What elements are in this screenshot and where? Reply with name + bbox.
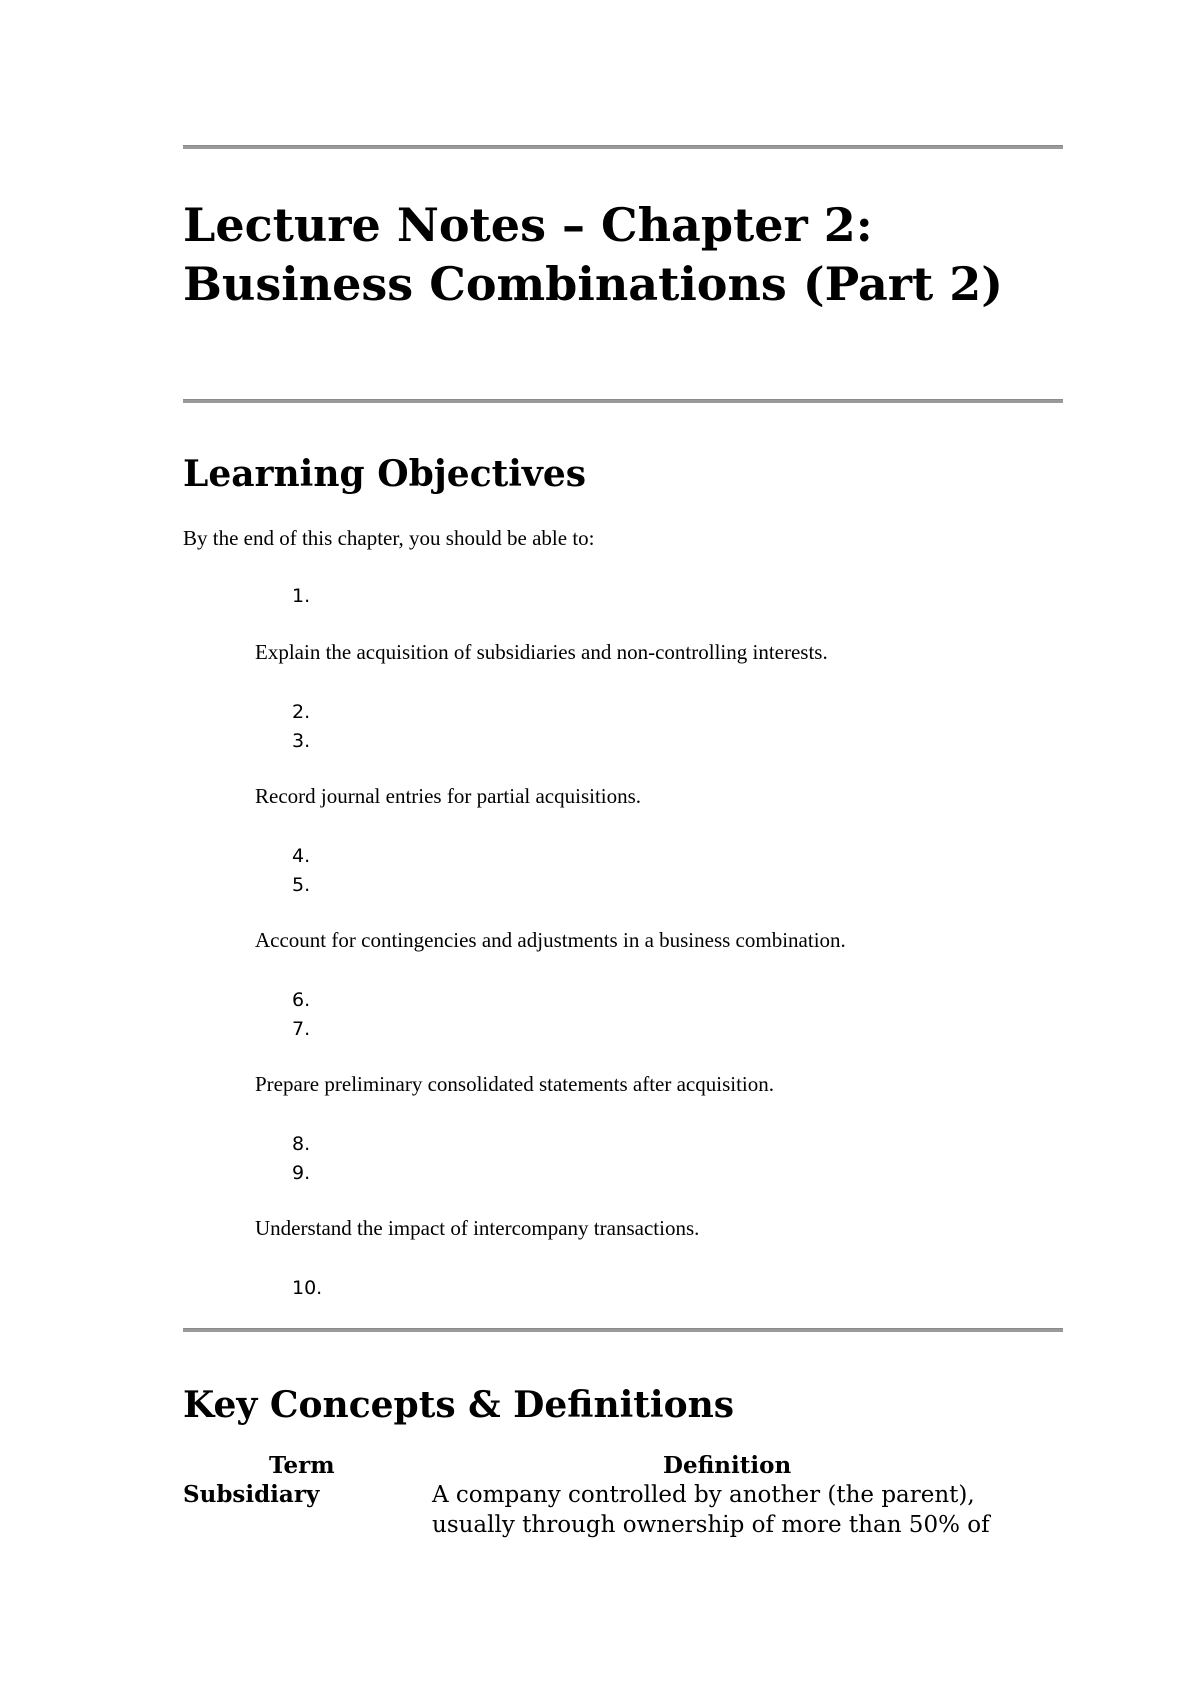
- horizontal-rule: [183, 145, 1063, 149]
- objective-text: Record journal entries for partial acquisitions.: [255, 784, 642, 808]
- list-number: 5.: [292, 874, 311, 896]
- horizontal-rule: [183, 1328, 1063, 1332]
- list-number: 3.: [292, 730, 311, 752]
- table-cell-term: Subsidiary: [183, 1481, 320, 1508]
- learning-objectives-heading: Learning Objectives: [183, 453, 587, 495]
- list-number: 7.: [292, 1018, 311, 1040]
- key-concepts-heading: Key Concepts & Definitions: [183, 1384, 735, 1426]
- objective-text: Understand the impact of intercompany transactions.: [255, 1216, 700, 1240]
- objective-text: Prepare preliminary consolidated statements after acquisition.: [255, 1072, 774, 1096]
- list-number: 9.: [292, 1162, 311, 1184]
- table-header-definition: Definition: [663, 1452, 792, 1479]
- list-number: 8.: [292, 1133, 311, 1155]
- list-number: 1.: [292, 585, 311, 607]
- list-number: 6.: [292, 989, 311, 1011]
- list-number: 4.: [292, 845, 311, 867]
- table-header-term: Term: [269, 1452, 335, 1479]
- objective-text: Account for contingencies and adjustments in a business combination.: [255, 928, 846, 952]
- list-number: 10.: [292, 1277, 323, 1299]
- table-cell-definition: A company controlled by another (the parent), usually through ownership of more than 50% of: [432, 1482, 990, 1538]
- horizontal-rule: [183, 399, 1063, 403]
- page-title: Lecture Notes – Chapter 2: Business Combinations (Part 2): [183, 198, 1004, 311]
- list-number: 2.: [292, 701, 311, 723]
- objectives-intro: By the end of this chapter, you should be able to:: [183, 526, 595, 550]
- objective-text: Explain the acquisition of subsidiaries and non-controlling interests.: [255, 640, 828, 664]
